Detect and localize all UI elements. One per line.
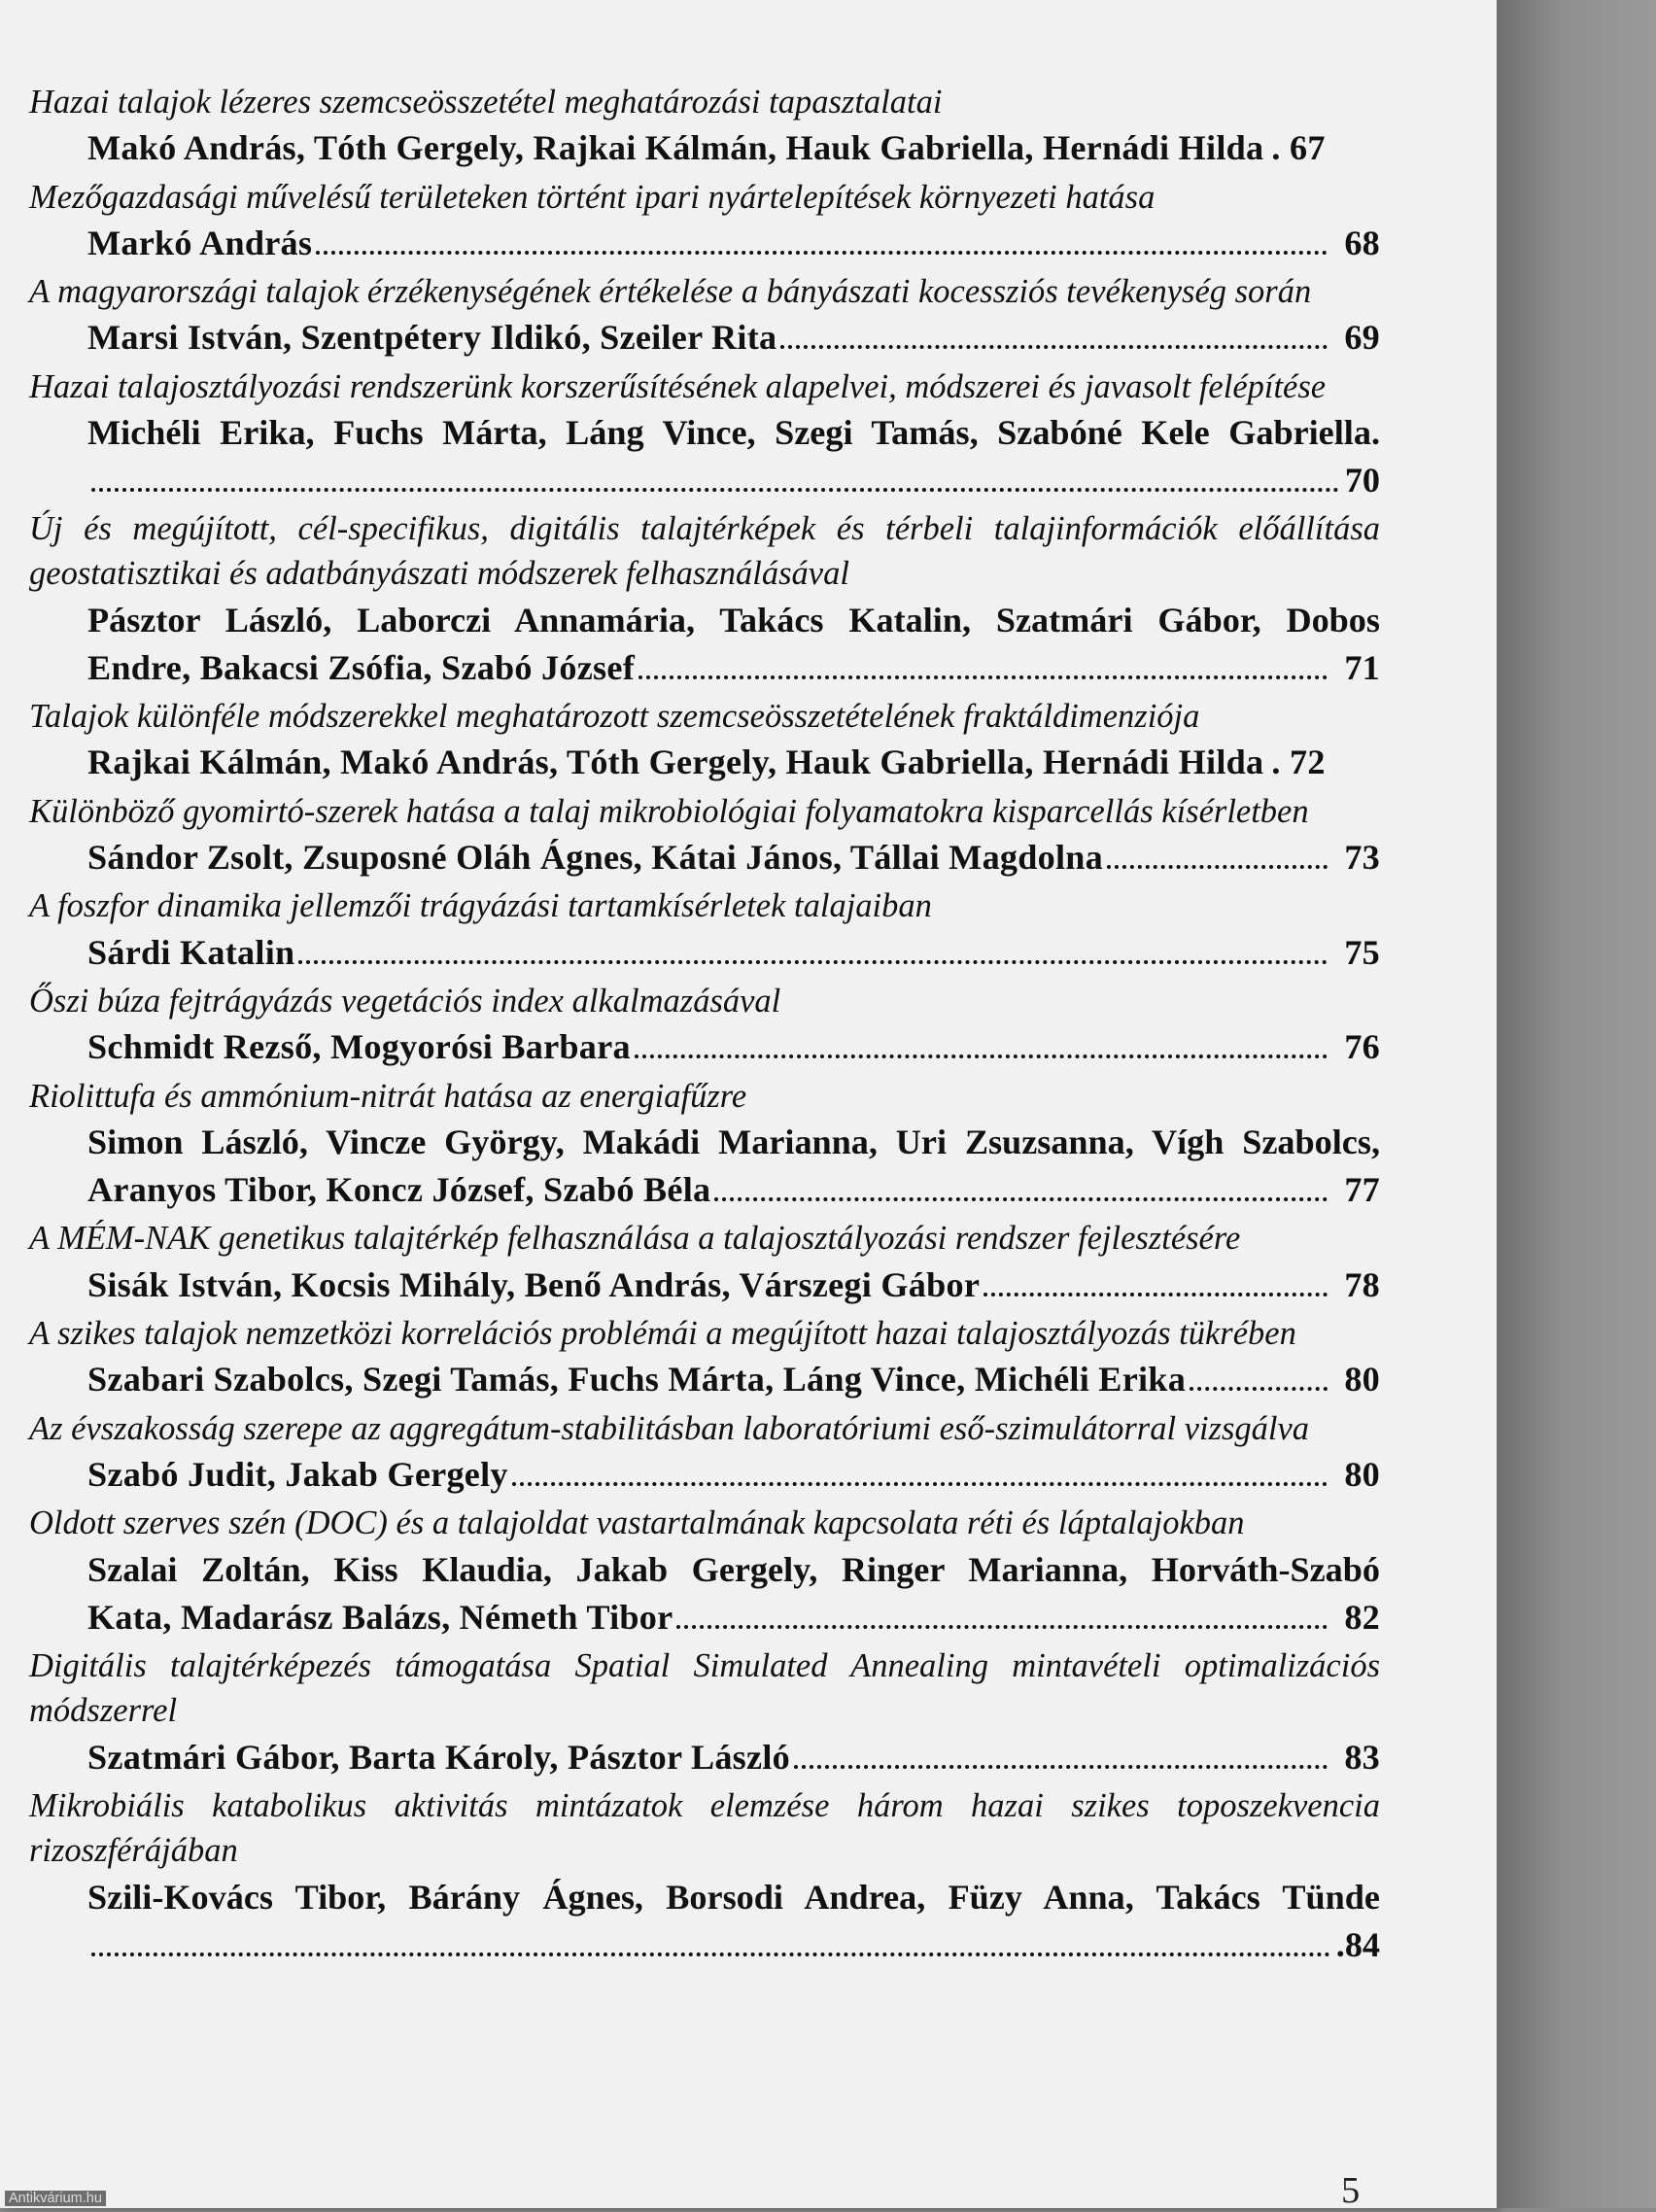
entry-page-number: 68 bbox=[1344, 223, 1380, 262]
toc-entry bbox=[29, 269, 1380, 363]
dot-leader bbox=[298, 960, 1328, 964]
page-edge-shadow bbox=[1497, 0, 1656, 2208]
entry-title: A MÉM-NAK genetikus talajtérkép felhasználása a talajosztályozási rendszer fejlesztésére bbox=[29, 1220, 1241, 1258]
entry-authors: Szabó Judit, Jakab Gergely bbox=[87, 1454, 508, 1494]
toc-entry bbox=[29, 883, 1380, 977]
dot-leader bbox=[1107, 865, 1328, 869]
dot-leader bbox=[316, 251, 1328, 255]
entry-title: Talajok különféle módszerekkel meghatározott szemcseösszetételének fraktáldimenziója bbox=[29, 698, 1200, 736]
toc-entry bbox=[29, 979, 1380, 1072]
toc-entry bbox=[29, 1406, 1380, 1500]
entry-authors: Sárdi Katalin bbox=[87, 932, 295, 972]
entry-authors: Sándor Zsolt, Zsuposné Oláh Ágnes, Kátai János, Tállai Magdolna bbox=[87, 838, 1104, 878]
toc-entry bbox=[29, 789, 1380, 882]
entry-title: Az évszakosság szerepe az aggregátum-stabilitásban laboratóriumi eső-szimulátorral vizsgálva bbox=[29, 1409, 1310, 1447]
entry-authors: Michéli Erika, Fuchs Márta, Láng Vince, Szegi Tamás, Szabóné Kele Gabriella. bbox=[87, 413, 1380, 453]
entry-authors: Endre, Bakacsi Zsófia, Szabó József bbox=[87, 647, 635, 687]
entry-title: Oldott szerves szén (DOC) és a talajoldat vastartalmának kapcsolata réti és láptalajokban bbox=[29, 1504, 1245, 1542]
entry-authors-line bbox=[29, 220, 1380, 267]
entry-title: Új és megújított, cél-specifikus, digitális talajtérképek és térbeli talajinformációk előállítása geostatisztikai és adatbányászati módszerek felhasználásával bbox=[29, 509, 1380, 593]
entry-authors-line bbox=[29, 1921, 1380, 1969]
toc-entry bbox=[29, 80, 1380, 173]
entry-page-number: 73 bbox=[1344, 838, 1380, 878]
toc-entry bbox=[29, 1216, 1380, 1309]
entry-page-number: . 67 bbox=[1271, 128, 1326, 168]
dot-leader bbox=[676, 1625, 1328, 1629]
entry-title: A foszfor dinamika jellemzői trágyázási tartamkísérletek talajaiban bbox=[29, 887, 932, 925]
page-number: 5 bbox=[1341, 2170, 1361, 2211]
dot-leader bbox=[1190, 1387, 1328, 1391]
toc-entry bbox=[29, 364, 1380, 504]
entry-page-number: 69 bbox=[1344, 318, 1380, 358]
entry-title: Különböző gyomirtó-szerek hatása a talaj mikrobiológiai folyamatokra kisparcellás kísérletben bbox=[29, 792, 1309, 830]
entry-authors-line bbox=[29, 457, 1380, 504]
dot-leader bbox=[638, 675, 1328, 679]
entry-authors: Sisák István, Kocsis Mihály, Benő András, Várszegi Gábor bbox=[87, 1264, 981, 1304]
toc-entry bbox=[29, 694, 1380, 787]
entry-page-number: 82 bbox=[1344, 1597, 1380, 1637]
entry-title: Hazai talajosztályozási rendszerünk korszerűsítésének alapelvei, módszerei és javasolt felépítése bbox=[29, 367, 1327, 405]
entry-authors: Markó András bbox=[87, 223, 313, 262]
entry-title: Mezőgazdasági művelésű területeken történt ipari nyártelepítések környezeti hatása bbox=[29, 178, 1156, 216]
entry-authors-line bbox=[29, 1594, 1380, 1642]
dot-leader bbox=[635, 1054, 1328, 1058]
entry-title: Hazai talajok lézeres szemcseösszetétel meghatározási tapasztalatai bbox=[29, 84, 943, 121]
entry-page-number: 83 bbox=[1344, 1737, 1380, 1777]
dot-leader bbox=[91, 488, 1339, 492]
entry-authors: Rajkai Kálmán, Makó András, Tóth Gergely, Hauk Gabriella, Hernádi Hilda bbox=[87, 743, 1264, 782]
toc-entry bbox=[29, 506, 1380, 692]
entry-authors: Makó András, Tóth Gergely, Rajkai Kálmán, Hauk Gabriella, Hernádi Hilda bbox=[87, 128, 1264, 168]
entry-page-number: 71 bbox=[1344, 647, 1380, 687]
entry-authors: Pásztor László, Laborczi Annamária, Takács Katalin, Szatmári Gábor, Dobos bbox=[87, 600, 1380, 639]
entry-title: Riolittufa és ammónium-nitrát hatása az energiafűzre bbox=[29, 1077, 747, 1115]
entry-authors-line bbox=[29, 1356, 1380, 1403]
entry-authors: Marsi István, Szentpétery Ildikó, Szeiler Rita bbox=[87, 318, 777, 358]
entry-title: A magyarországi talajok érzékenységének értékelése a bányászati kocessziós tevékenység során bbox=[29, 273, 1312, 311]
toc-entry bbox=[29, 1501, 1380, 1642]
entry-authors-line bbox=[29, 1023, 1380, 1071]
entry-page-number: 70 bbox=[1344, 461, 1380, 501]
entry-authors: Aranyos Tibor, Koncz József, Szabó Béla bbox=[87, 1170, 711, 1210]
entry-page-number: 76 bbox=[1344, 1027, 1380, 1067]
entry-title: Digitális talajtérképezés támogatása Spatial Simulated Annealing mintavételi optimalizációs módszerrel bbox=[29, 1647, 1380, 1730]
entry-authors: Szabari Szabolcs, Szegi Tamás, Fuchs Márta, Láng Vince, Michéli Erika bbox=[87, 1360, 1187, 1400]
watermark: Antikvárium.hu bbox=[5, 2191, 106, 2206]
dot-leader bbox=[714, 1197, 1328, 1201]
dot-leader bbox=[512, 1482, 1328, 1486]
toc-entry bbox=[29, 175, 1380, 268]
dot-leader bbox=[983, 1293, 1328, 1296]
entry-page-number: 77 bbox=[1344, 1170, 1380, 1210]
entry-authors: Szili-Kovács Tibor, Bárány Ágnes, Borsodi Andrea, Füzy Anna, Takács Tünde bbox=[87, 1877, 1380, 1917]
entry-authors-line bbox=[29, 1166, 1380, 1214]
entry-title: A szikes talajok nemzetközi korrelációs problémái a megújított hazai talajosztályozás tükrében bbox=[29, 1315, 1296, 1353]
entry-authors-line bbox=[29, 834, 1380, 881]
entry-page-number: 78 bbox=[1344, 1264, 1380, 1304]
entry-authors-line bbox=[29, 1262, 1380, 1309]
dot-leader bbox=[794, 1765, 1328, 1769]
entry-authors: Szalai Zoltán, Kiss Klaudia, Jakab Gergely, Ringer Marianna, Horváth-Szabó bbox=[87, 1549, 1380, 1589]
entry-page-number: .84 bbox=[1335, 1924, 1380, 1964]
entry-page-number: 75 bbox=[1344, 932, 1380, 972]
table-of-contents bbox=[29, 80, 1380, 1970]
toc-entry bbox=[29, 1074, 1380, 1215]
entry-authors: Kata, Madarász Balázs, Németh Tibor bbox=[87, 1597, 673, 1637]
entry-authors-line bbox=[29, 1734, 1380, 1781]
entry-authors-line bbox=[29, 1451, 1380, 1499]
entry-authors-line bbox=[29, 314, 1380, 362]
entry-page-number: 80 bbox=[1344, 1454, 1380, 1494]
toc-entry bbox=[29, 1783, 1380, 1968]
entry-page-number: 80 bbox=[1344, 1360, 1380, 1400]
dot-leader bbox=[91, 1953, 1330, 1956]
toc-entry bbox=[29, 1311, 1380, 1404]
dot-leader bbox=[780, 345, 1328, 349]
entry-title: Mikrobiális katabolikus aktivitás mintázatok elemzése három hazai szikes toposzekvencia rizoszférájában bbox=[29, 1786, 1380, 1870]
entry-page-number: . 72 bbox=[1271, 743, 1326, 782]
entry-authors-line bbox=[29, 929, 1380, 977]
entry-authors: Szatmári Gábor, Barta Károly, Pásztor László bbox=[87, 1737, 790, 1777]
entry-authors: Schmidt Rezső, Mogyorósi Barbara bbox=[87, 1027, 631, 1067]
entry-authors-line bbox=[29, 644, 1380, 692]
toc-entry bbox=[29, 1643, 1380, 1781]
entry-authors: Simon László, Vincze György, Makádi Marianna, Uri Zsuzsanna, Vígh Szabolcs, bbox=[87, 1122, 1380, 1161]
entry-authors-line bbox=[29, 124, 1380, 172]
entry-title: Őszi búza fejtrágyázás vegetációs index alkalmazásával bbox=[29, 982, 781, 1020]
entry-authors-line bbox=[29, 739, 1380, 786]
